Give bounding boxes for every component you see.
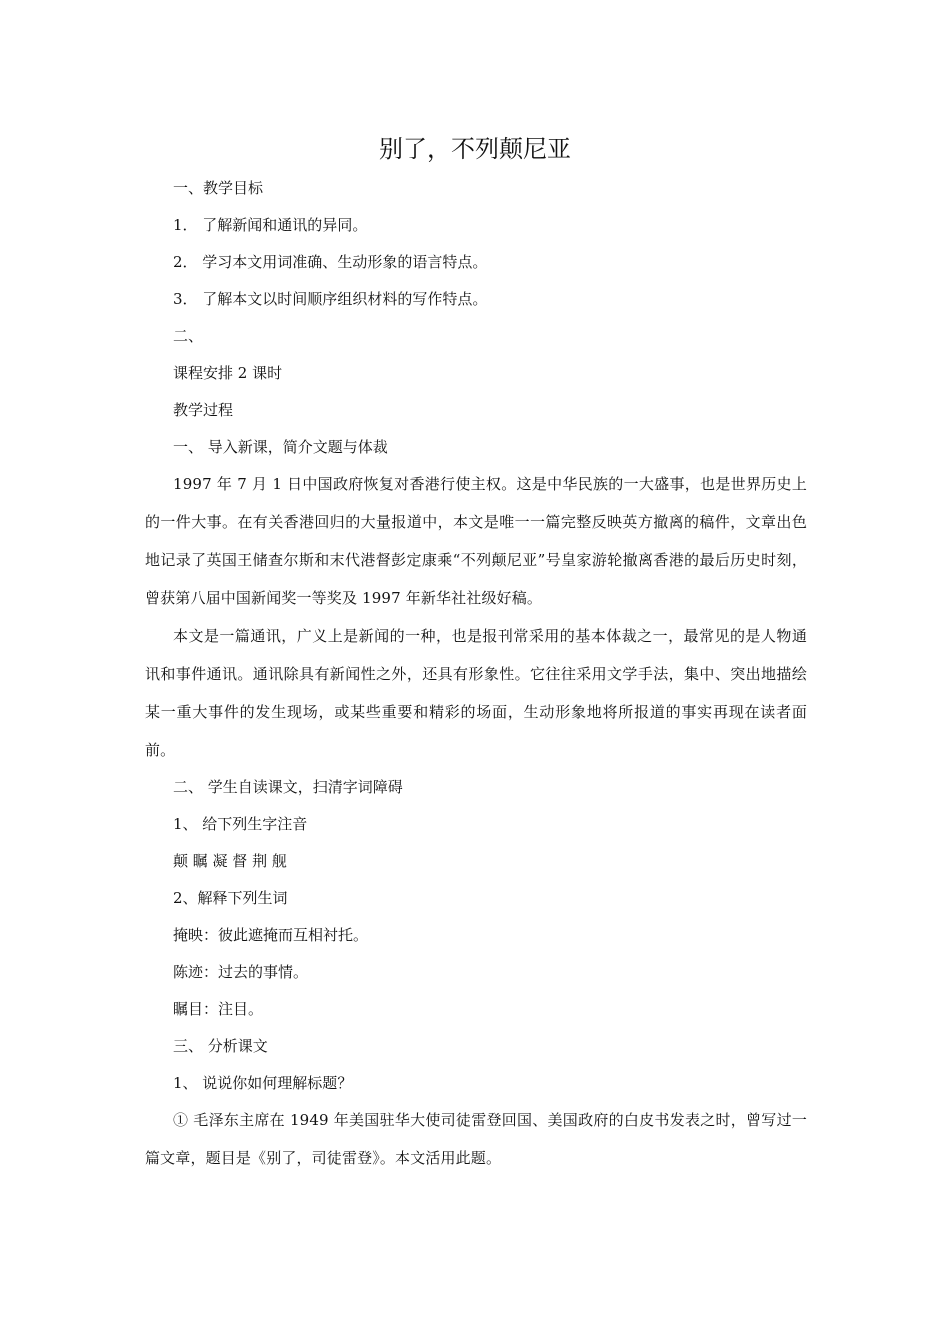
heading-teaching-goals: 一、教学目标	[173, 179, 264, 197]
heading-introduction: 一、 导入新课，简介文题与体裁	[173, 438, 388, 456]
characters-list: 颠 瞩 凝 督 荆 舰	[173, 852, 287, 870]
goal-item-1: 1． 了解新闻和通讯的异同。	[173, 216, 368, 234]
goal-item-3: 3． 了解本文以时间顺序组织材料的写作特点。	[173, 290, 488, 308]
course-schedule: 课程安排 2 课时	[173, 364, 283, 382]
word-def-zhumu: 瞩目：注目。	[173, 1000, 264, 1018]
heading-self-reading: 二、 学生自读课文，扫清字词障碍	[173, 778, 403, 796]
heading-teaching-process: 教学过程	[173, 401, 234, 419]
heading-analysis: 三、 分析课文	[173, 1037, 268, 1055]
task-explain-words: 2、解释下列生词	[173, 889, 288, 907]
section-two-label: 二、	[173, 327, 204, 345]
question-title-meaning: 1、 说说你如何理解标题？	[173, 1074, 353, 1092]
document-body	[145, 170, 807, 1177]
document-title: 别了，不列颠尼亚	[379, 135, 571, 163]
word-def-yanying: 掩映：彼此遮掩而互相衬托。	[173, 926, 369, 944]
goal-item-2: 2． 学习本文用词准确、生动形象的语言特点。	[173, 253, 488, 271]
word-def-chenji: 陈迹：过去的事情。	[173, 963, 309, 981]
task-pinyin: 1、 给下列生字注音	[173, 815, 308, 833]
paragraph-genre: 本文是一篇通讯，广义上是新闻的一种，也是报刊常采用的基本体裁之一，最常见的是人物通讯和事件通讯。通讯除具有新闻性之外，还具有形象性。它往往采用文学手法，集中、突出地描绘某一重大事件的发生现场，或某些重要和精彩的场面，生动形象地将所报道的事实再现在读者面前。	[145, 627, 807, 759]
paragraph-background: 1997 年 7 月 1 日中国政府恢复对香港行使主权。这是中华民族的一大盛事，也是世界历史上的一件大事。在有关香港回归的大量报道中，本文是唯一一篇完整反映英方撤离的稿件，文章出色地记录了英国王储查尔斯和末代港督彭定康乘“不列颠尼亚”号皇家游轮撤离香港的最后历史时刻，曾获第八届中国新闻奖一等奖及 1997 年新华社社级好稿。	[145, 475, 807, 607]
paragraph-title-origin: ① 毛泽东主席在 1949 年美国驻华大使司徒雷登回国、美国政府的白皮书发表之时，曾写过一篇文章，题目是《别了，司徒雷登》。本文活用此题。	[145, 1111, 807, 1167]
